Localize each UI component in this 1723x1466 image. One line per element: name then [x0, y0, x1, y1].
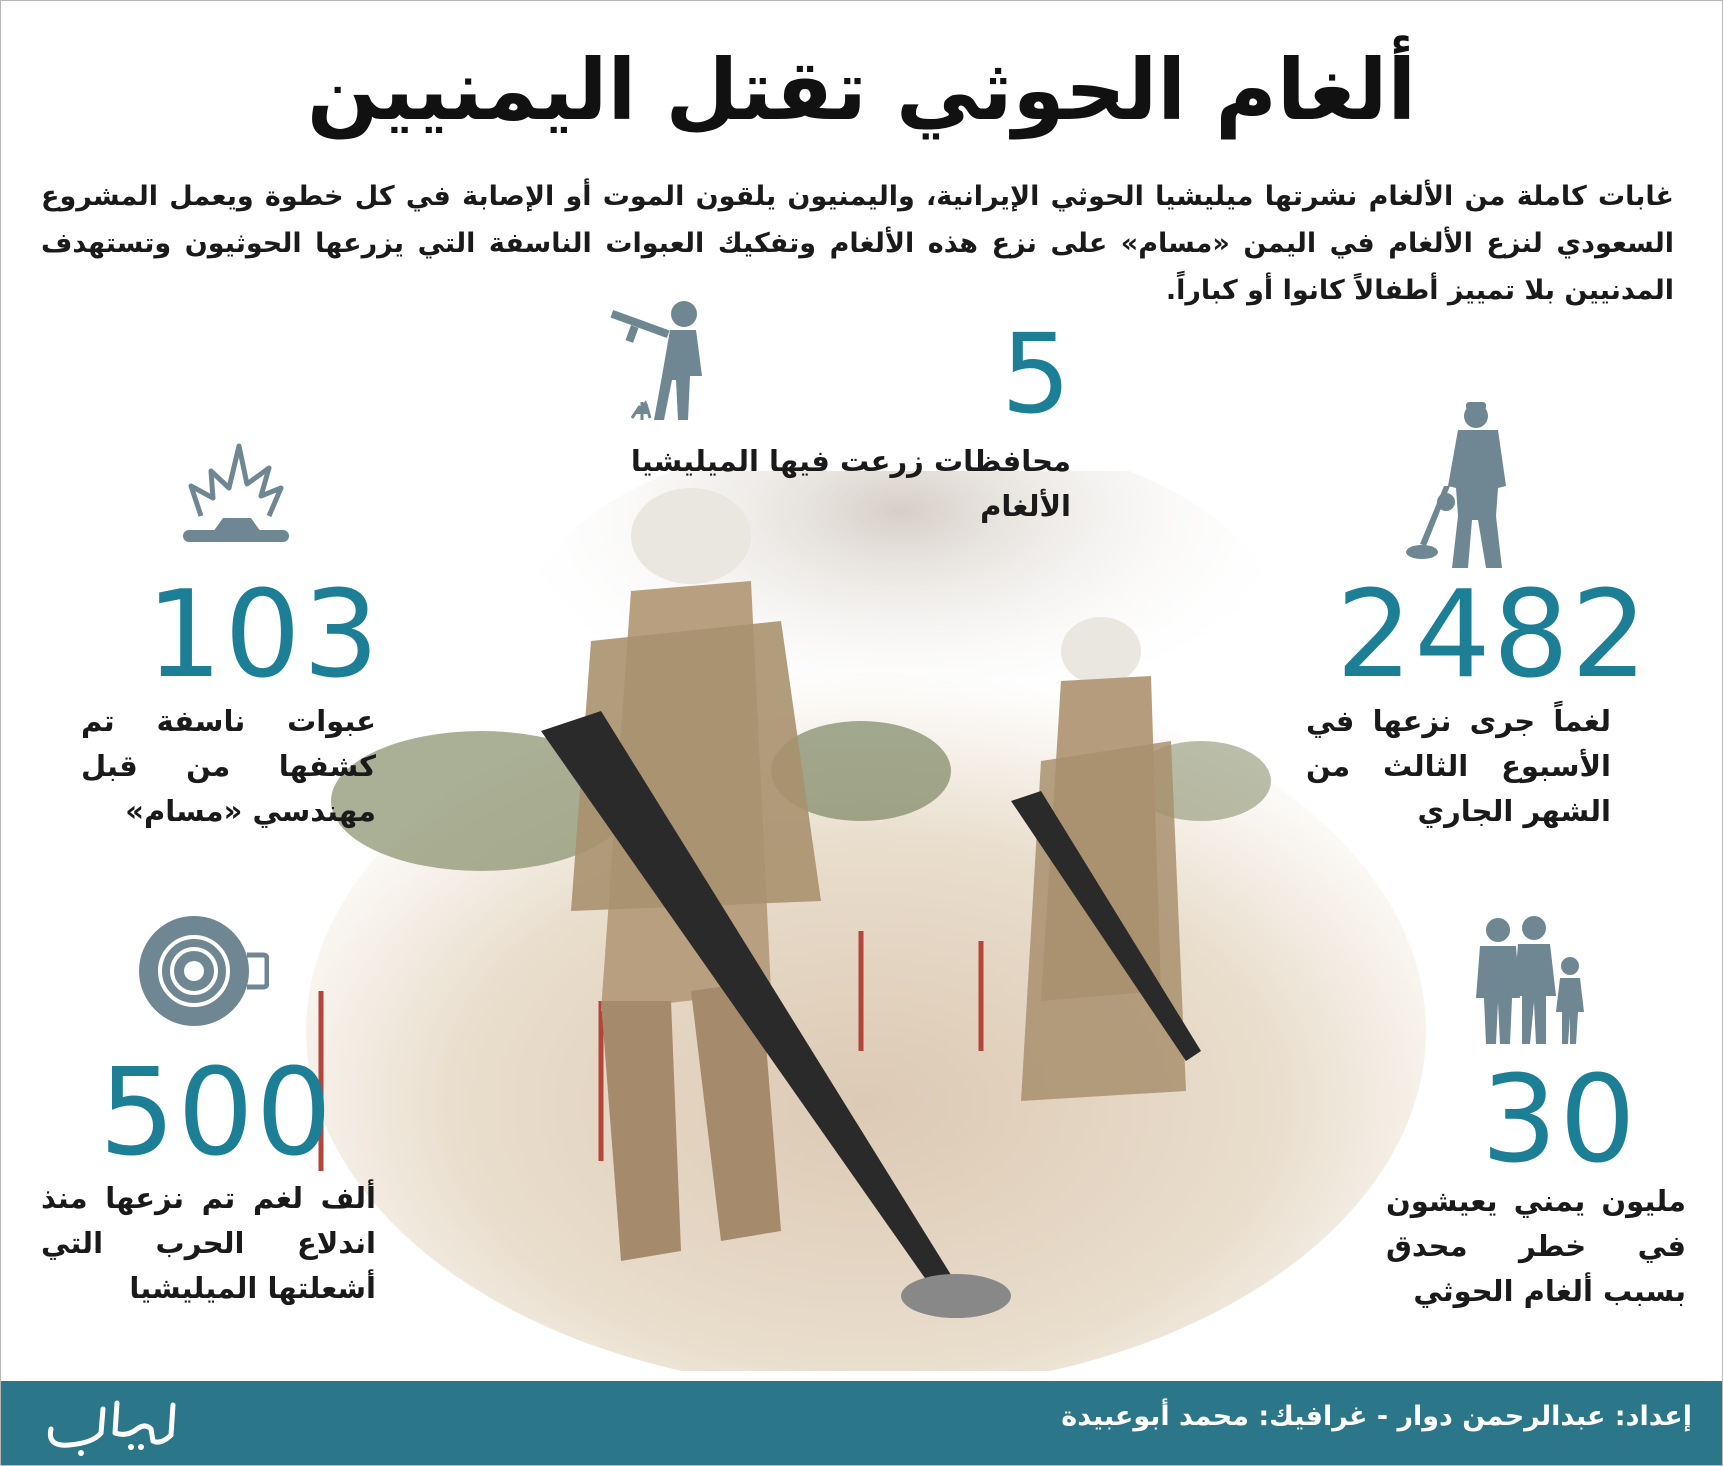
stat-provinces-label: محافظات زرعت فيها الميليشيا الألغام — [630, 444, 1071, 523]
intro-paragraph: غابات كاملة من الألغام نشرتها ميليشيا الحوثي الإيرانية، واليمنيون يلقون الموت أو الإصابة في كل خطوة ويعمل المشروع السعودي لنزع الألغام في اليمن «مسام» على نزع هذه الألغام وتفكيك العبوات الناسفة التي يزرعها الحوثيون وتستهدف المدنيين بلا تمييز أطفالاً كانوا أو كباراً. — [41, 181, 1674, 306]
albayan-logo-icon — [41, 1389, 181, 1459]
deminers-photo — [301, 471, 1431, 1371]
stat-at-risk-number: 30 — [1481, 1051, 1638, 1190]
family-icon — [1466, 916, 1586, 1046]
footer-bar — [1, 1381, 1722, 1465]
stat-explosives-label: عبوات ناسفة تم كشفها من قبل مهندسي «مسام» — [81, 704, 376, 828]
stat-at-risk-label: مليون يمني يعيشون في خطر محدق بسبب ألغام الحوثي — [1386, 1184, 1686, 1308]
stat-removed-total-number: 500 — [99, 1044, 335, 1183]
page-title: ألغام الحوثي تقتل اليمنيين — [306, 41, 1417, 139]
stat-removed-week-number: 2482 — [1336, 566, 1650, 705]
soldier-stepping-on-mine-icon — [606, 296, 726, 426]
explosion-icon — [181, 426, 291, 556]
stat-removed-week-label: لغماً جرى نزعها في الأسبوع الثالث من الشهر الجاري — [1306, 704, 1611, 828]
stat-explosives-number: 103 — [146, 566, 382, 705]
landmine-icon — [139, 911, 269, 1031]
stat-removed-total-label: ألف لغم تم نزعها منذ اندلاع الحرب التي أشعلتها الميليشيا — [41, 1181, 376, 1305]
credits-text: إعداد: عبدالرحمن دوار - غرافيك: محمد أبوعبيدة — [1061, 1401, 1692, 1432]
deminer-with-detector-icon — [1406, 396, 1521, 571]
stat-provinces-number: 5 — [1001, 310, 1073, 438]
